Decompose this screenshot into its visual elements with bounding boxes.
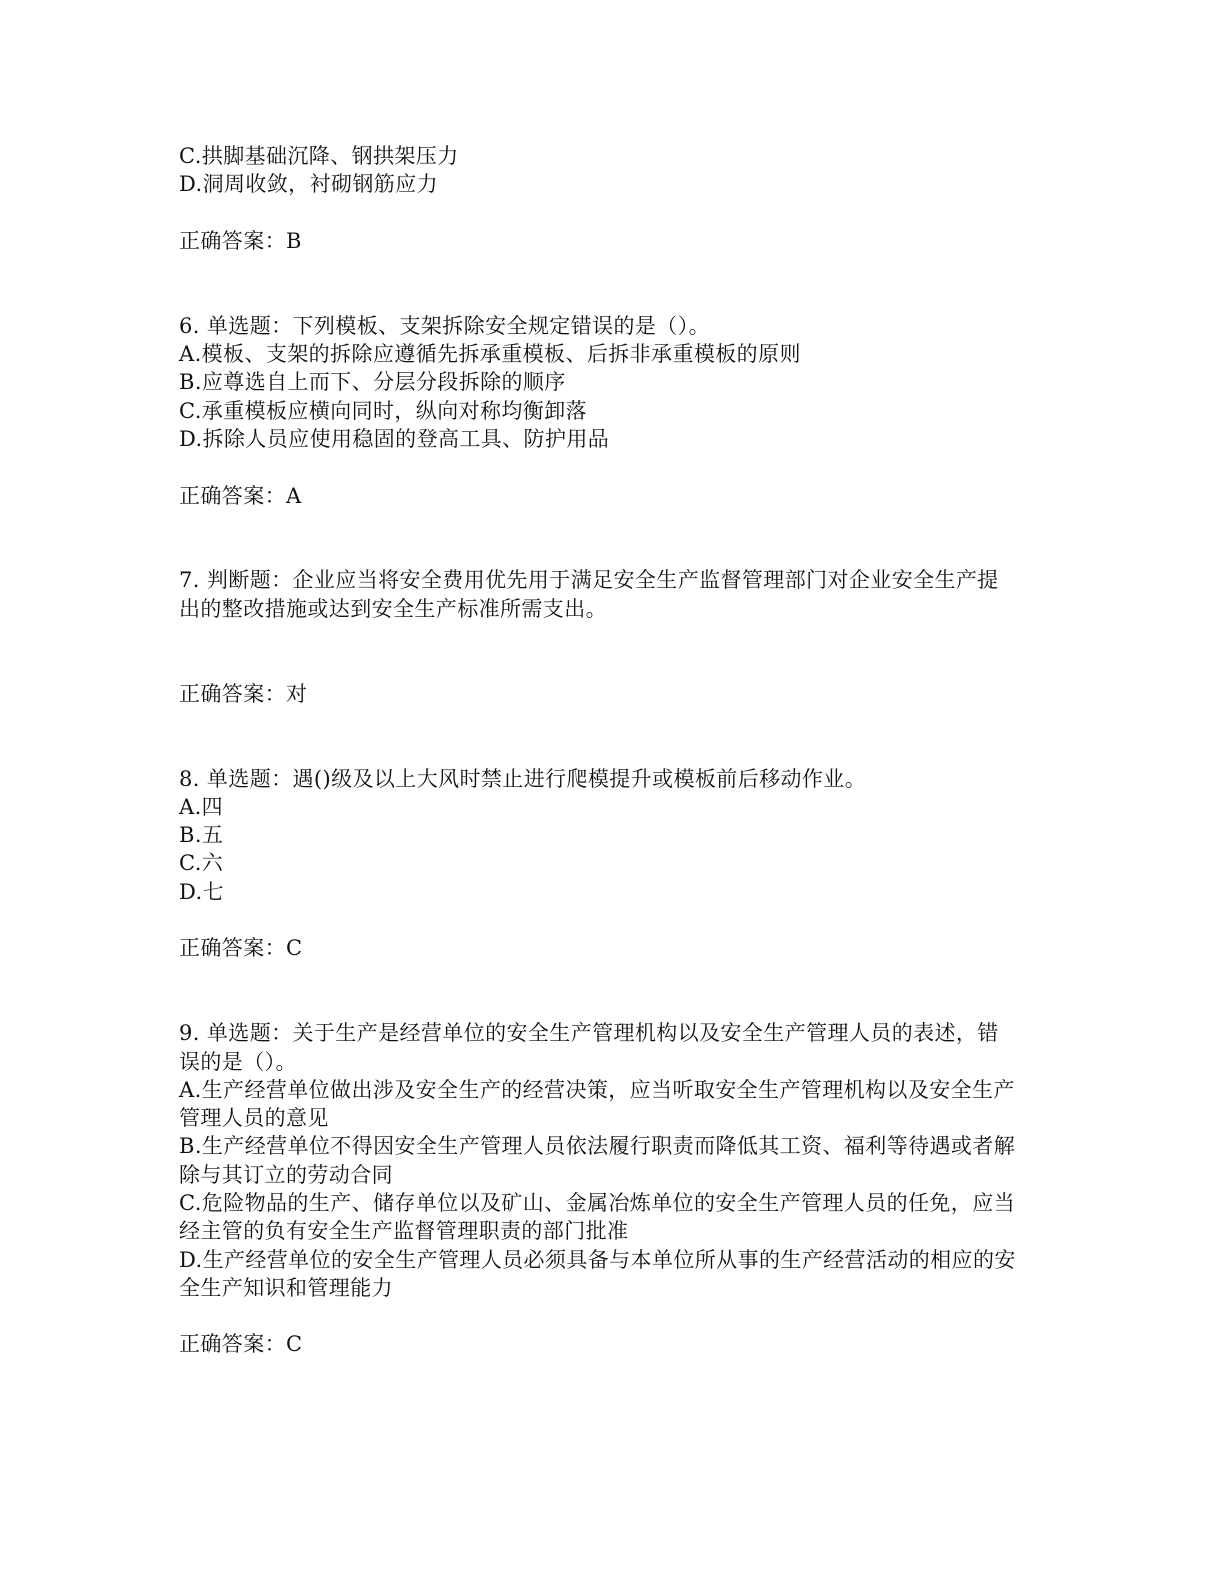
option-a: A.模板、支架的拆除应遵循先拆承重模板、后拆非承重模板的原则 — [179, 342, 801, 367]
document-page — [179, 142, 1039, 1359]
option-b: B.应尊选自上而下、分层分段拆除的顺序 — [179, 370, 566, 395]
question-stem-line-2: 出的整改措施或达到安全生产标准所需支出。 — [179, 596, 607, 621]
option-a-line-2: 管理人员的意见 — [179, 1106, 329, 1131]
option-c: C.拱脚基础沉降、钢拱架压力 — [179, 144, 459, 168]
correct-answer: 正确答案：A — [179, 483, 302, 508]
option-a-line-1: A.生产经营单位做出涉及安全生产的经营决策，应当听取安全生产管理机构以及安全生产 — [179, 1077, 1015, 1102]
question-8 — [179, 765, 1039, 963]
question-5-continued — [179, 142, 1039, 255]
option-c-line-2: 经主管的负有安全生产监督管理职责的部门批准 — [179, 1219, 629, 1244]
correct-answer: 正确答案：C — [179, 936, 303, 961]
option-d: D.拆除人员应使用稳固的登高工具、防护用品 — [179, 426, 610, 451]
option-c: C.承重模板应横向同时，纵向对称均衡卸落 — [179, 398, 587, 423]
option-b-line-1: B.生产经营单位不得因安全生产管理人员依法履行职责而降低其工资、福利等待遇或者解 — [179, 1134, 1016, 1159]
option-a: A.四 — [179, 794, 224, 819]
question-stem: 6. 单选题：下列模板、支架拆除安全规定错误的是（）。 — [179, 313, 711, 338]
option-d-line-1: D.生产经营单位的安全生产管理人员必须具备与本单位所从事的生产经营活动的相应的安 — [179, 1247, 1016, 1272]
option-b-line-2: 除与其订立的劳动合同 — [179, 1162, 393, 1187]
question-stem-line-2: 误的是（）。 — [179, 1049, 297, 1074]
question-6 — [179, 312, 1039, 510]
question-7 — [179, 566, 1039, 707]
option-c: C.六 — [179, 851, 224, 876]
question-stem-line-1: 9. 单选题：关于生产是经营单位的安全生产管理机构以及安全生产管理人员的表述，错 — [179, 1021, 999, 1046]
correct-answer: 正确答案：对 — [179, 681, 308, 706]
option-b: B.五 — [179, 823, 224, 848]
question-stem-line-1: 7. 判断题：企业应当将安全费用优先用于满足安全生产监督管理部门对企业安全生产提 — [179, 568, 999, 593]
question-9 — [179, 1019, 1039, 1359]
option-d: D.七 — [179, 879, 224, 904]
option-d-line-2: 全生产知识和管理能力 — [179, 1275, 393, 1300]
option-c-line-1: C.危险物品的生产、储存单位以及矿山、金属冶炼单位的安全生产管理人员的任免，应当 — [179, 1190, 1015, 1215]
option-d: D.洞周收敛，衬砌钢筋应力 — [179, 172, 438, 197]
correct-answer: 正确答案：C — [179, 1332, 303, 1357]
correct-answer: 正确答案：B — [179, 228, 302, 253]
question-stem: 8. 单选题：遇()级及以上大风时禁止进行爬模提升或模板前后移动作业。 — [179, 766, 867, 791]
